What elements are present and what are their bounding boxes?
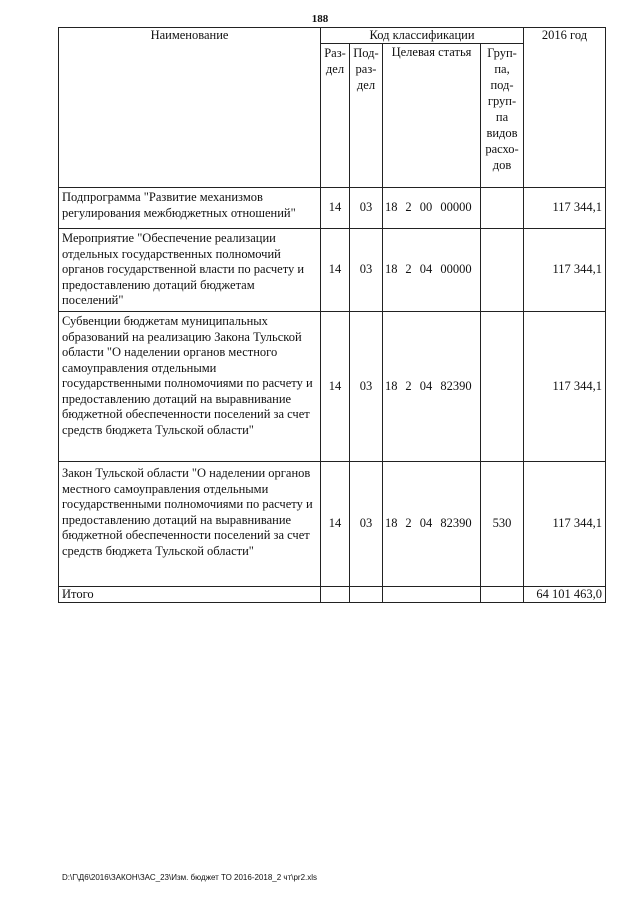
- row-amount: 117 344,1: [524, 229, 606, 312]
- row-target-article: [383, 462, 481, 587]
- row-section: 14: [321, 462, 350, 587]
- budget-table: [58, 27, 606, 603]
- row-amount: 117 344,1: [524, 312, 606, 462]
- header-row: [59, 28, 606, 44]
- row-target-article: [383, 229, 481, 312]
- cs-part: 2: [405, 378, 412, 393]
- cs-part: 18: [385, 516, 398, 531]
- total-amount: 64 101 463,0: [524, 587, 606, 603]
- table-row: [59, 188, 606, 229]
- row-target-article: [383, 312, 481, 462]
- row-amount: 117 344,1: [524, 462, 606, 587]
- total-empty-cell: [350, 587, 383, 603]
- file-path-footer: D:\Г\Д6\2016\ЗАКОН\ЗАС_23\Изм. бюджет ТО 2016-2018_2 чт\pr2.xls: [62, 873, 318, 882]
- cs-part: 00000: [440, 262, 472, 277]
- header-target-article: Целевая статья: [383, 44, 481, 188]
- total-empty-cell: [481, 587, 524, 603]
- header-classification: Код классификации: [321, 28, 524, 44]
- total-empty-cell: [383, 587, 481, 603]
- row-amount: 117 344,1: [524, 188, 606, 229]
- row-subsection: 03: [350, 312, 383, 462]
- row-name: Закон Тульской области "О наделении органов местного самоуправления отдельными государственными полномочиями по расчету и предоставлению дотаций на выравнивание бюджетной обеспеченности поселений за счет средств бюджета Тульской области": [59, 462, 321, 587]
- cs-part: 18: [385, 378, 398, 393]
- row-section: 14: [321, 188, 350, 229]
- row-subsection: 03: [350, 188, 383, 229]
- row-target-article: [383, 188, 481, 229]
- cs-part: 2: [405, 516, 412, 531]
- cs-part: 04: [419, 378, 433, 393]
- cs-part: 00000: [440, 200, 472, 215]
- page-number: 188: [311, 13, 329, 25]
- table-row: [59, 462, 606, 587]
- row-section: 14: [321, 229, 350, 312]
- row-group: [481, 312, 524, 462]
- cs-part: 82390: [440, 516, 472, 531]
- cs-part: 18: [385, 200, 398, 215]
- table-row: [59, 312, 606, 462]
- cs-part: 04: [419, 262, 433, 277]
- row-name: Подпрограмма "Развитие механизмов регулирования межбюджетных отношений": [59, 188, 321, 229]
- row-section: 14: [321, 312, 350, 462]
- table-row: [59, 229, 606, 312]
- row-name: Мероприятие "Обеспечение реализации отдельных государственных полномочий органов государственной власти по расчету и предоставлению дотаций бюджетам поселений": [59, 229, 321, 312]
- row-subsection: 03: [350, 229, 383, 312]
- cs-part: 2: [405, 200, 412, 215]
- total-row: [59, 587, 606, 603]
- row-group: [481, 188, 524, 229]
- header-year: 2016 год: [524, 28, 606, 188]
- row-group: 530: [481, 462, 524, 587]
- header-name: Наименование: [59, 28, 321, 188]
- total-empty-cell: [321, 587, 350, 603]
- cs-part: 04: [419, 516, 433, 531]
- cs-part: 82390: [440, 378, 472, 393]
- row-group: [481, 229, 524, 312]
- row-name: Субвенции бюджетам муниципальных образований на реализацию Закона Тульской области "О наделении органов местного самоуправления отдельными государственными полномочиями по расчету и предоставлению дотаций на выравнивание бюджетной обеспеченности поселений за счет средств бюджета Тульской области": [59, 312, 321, 462]
- cs-part: 00: [419, 200, 433, 215]
- header-section: Раз- дел: [321, 44, 350, 188]
- cs-part: 2: [405, 262, 412, 277]
- cs-part: 18: [385, 262, 398, 277]
- row-subsection: 03: [350, 462, 383, 587]
- header-expense-group: Груп- па, под- груп- па видов расхо- дов: [481, 44, 524, 188]
- header-subsection: Под- раз- дел: [350, 44, 383, 188]
- total-label: Итого: [59, 587, 321, 603]
